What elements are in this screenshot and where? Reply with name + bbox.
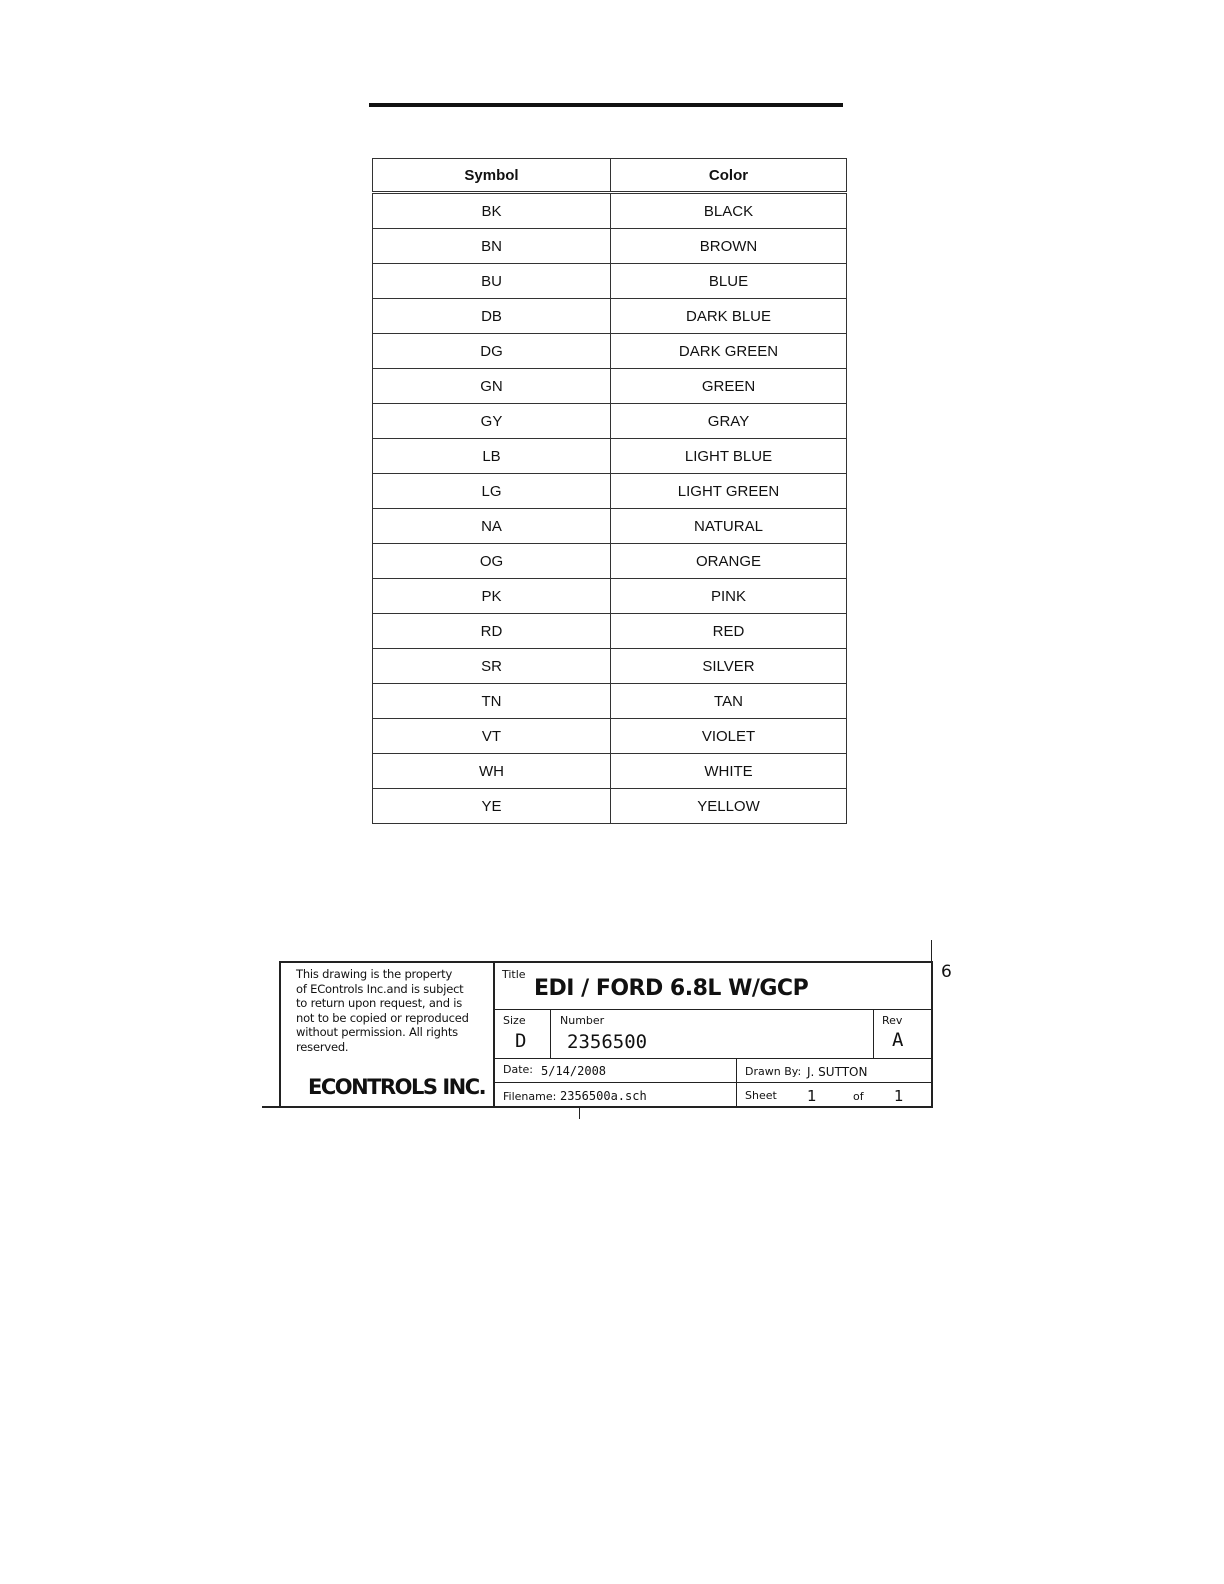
title-label: Title: [502, 968, 526, 981]
notice-line: without permission. All rights: [296, 1025, 458, 1039]
color-cell: GREEN: [611, 369, 847, 404]
sheet-value: 1: [807, 1087, 817, 1105]
table-row: [373, 264, 847, 299]
notice-line: This drawing is the property: [296, 967, 453, 981]
rev-label: Rev: [882, 1014, 903, 1027]
date-value: 5/14/2008: [541, 1064, 607, 1078]
drawing-title: EDI / FORD 6.8L W/GCP: [534, 976, 809, 1001]
color-cell: BLUE: [611, 264, 847, 299]
frame-line: [873, 1009, 874, 1058]
table-row: [373, 369, 847, 404]
frame-line: [550, 1009, 551, 1058]
table-row: [373, 789, 847, 824]
frame-line: [931, 940, 932, 962]
zone-marker: 6: [941, 962, 952, 982]
symbol-cell: TN: [373, 684, 611, 719]
number-value: 2356500: [567, 1031, 648, 1053]
sheet-total-value: 1: [894, 1087, 904, 1105]
color-cell: DARK GREEN: [611, 334, 847, 369]
table-row: [373, 684, 847, 719]
ownership-notice: [296, 967, 488, 1054]
table-row: [373, 509, 847, 544]
color-cell: NATURAL: [611, 509, 847, 544]
drawn-by-value: J. SUTTON: [807, 1065, 868, 1079]
symbol-cell: LG: [373, 474, 611, 509]
symbol-cell: PK: [373, 579, 611, 614]
symbol-cell: DG: [373, 334, 611, 369]
table-row: [373, 193, 847, 229]
header-color: Color: [611, 159, 847, 193]
filename-value: 2356500a.sch: [560, 1089, 647, 1103]
symbol-cell: OG: [373, 544, 611, 579]
sheet-label: Sheet: [745, 1089, 777, 1102]
table-header-row: [373, 159, 847, 193]
symbol-cell: GN: [373, 369, 611, 404]
rev-value: A: [892, 1029, 904, 1051]
symbol-cell: LB: [373, 439, 611, 474]
table-row: [373, 404, 847, 439]
symbol-cell: BK: [373, 193, 611, 229]
color-cell: RED: [611, 614, 847, 649]
number-label: Number: [560, 1014, 605, 1027]
filename-label: Filename:: [503, 1090, 557, 1103]
table-row: [373, 719, 847, 754]
frame-line: [262, 1106, 933, 1108]
table-row: [373, 299, 847, 334]
frame-line: [931, 961, 933, 1108]
table-row: [373, 439, 847, 474]
of-label: of: [853, 1090, 864, 1103]
symbol-cell: DB: [373, 299, 611, 334]
table-row: [373, 579, 847, 614]
frame-line: [493, 961, 495, 1108]
date-label: Date:: [503, 1063, 533, 1076]
color-cell: GRAY: [611, 404, 847, 439]
color-cell: BROWN: [611, 229, 847, 264]
color-cell: TAN: [611, 684, 847, 719]
color-cell: BLACK: [611, 193, 847, 229]
color-cell: LIGHT GREEN: [611, 474, 847, 509]
frame-line: [279, 961, 932, 963]
table-row: [373, 754, 847, 789]
table-row: [373, 229, 847, 264]
color-cell: VIOLET: [611, 719, 847, 754]
size-value: D: [515, 1030, 527, 1052]
notice-line: of EControls Inc.and is subject: [296, 981, 464, 996]
symbol-cell: BU: [373, 264, 611, 299]
table-row: [373, 474, 847, 509]
size-label: Size: [503, 1014, 526, 1027]
frame-line: [736, 1058, 737, 1107]
color-cell: YELLOW: [611, 789, 847, 824]
color-cell: PINK: [611, 579, 847, 614]
color-code-table: [372, 158, 847, 824]
symbol-cell: BN: [373, 229, 611, 264]
frame-line: [279, 961, 281, 1108]
frame-line: [493, 1082, 933, 1083]
table-row: [373, 614, 847, 649]
symbol-cell: VT: [373, 719, 611, 754]
color-cell: LIGHT BLUE: [611, 439, 847, 474]
color-cell: SILVER: [611, 649, 847, 684]
frame-line: [579, 1107, 580, 1119]
symbol-cell: NA: [373, 509, 611, 544]
symbol-cell: RD: [373, 614, 611, 649]
symbol-cell: SR: [373, 649, 611, 684]
notice-line: not to be copied or reproduced: [296, 1010, 469, 1025]
notice-line: reserved.: [296, 1039, 349, 1054]
notice-line: to return upon request, and is: [296, 996, 463, 1010]
frame-line: [493, 1058, 933, 1059]
table-row: [373, 544, 847, 579]
header-symbol: Symbol: [373, 159, 611, 193]
drawn-by-label: Drawn By:: [745, 1065, 802, 1078]
symbol-cell: GY: [373, 404, 611, 439]
color-cell: DARK BLUE: [611, 299, 847, 334]
top-rule: [369, 103, 843, 107]
symbol-cell: WH: [373, 754, 611, 789]
color-cell: ORANGE: [611, 544, 847, 579]
frame-line: [493, 1009, 933, 1010]
company-name: ECONTROLS INC.: [308, 1075, 486, 1099]
table-row: [373, 649, 847, 684]
color-cell: WHITE: [611, 754, 847, 789]
table-row: [373, 334, 847, 369]
symbol-cell: YE: [373, 789, 611, 824]
